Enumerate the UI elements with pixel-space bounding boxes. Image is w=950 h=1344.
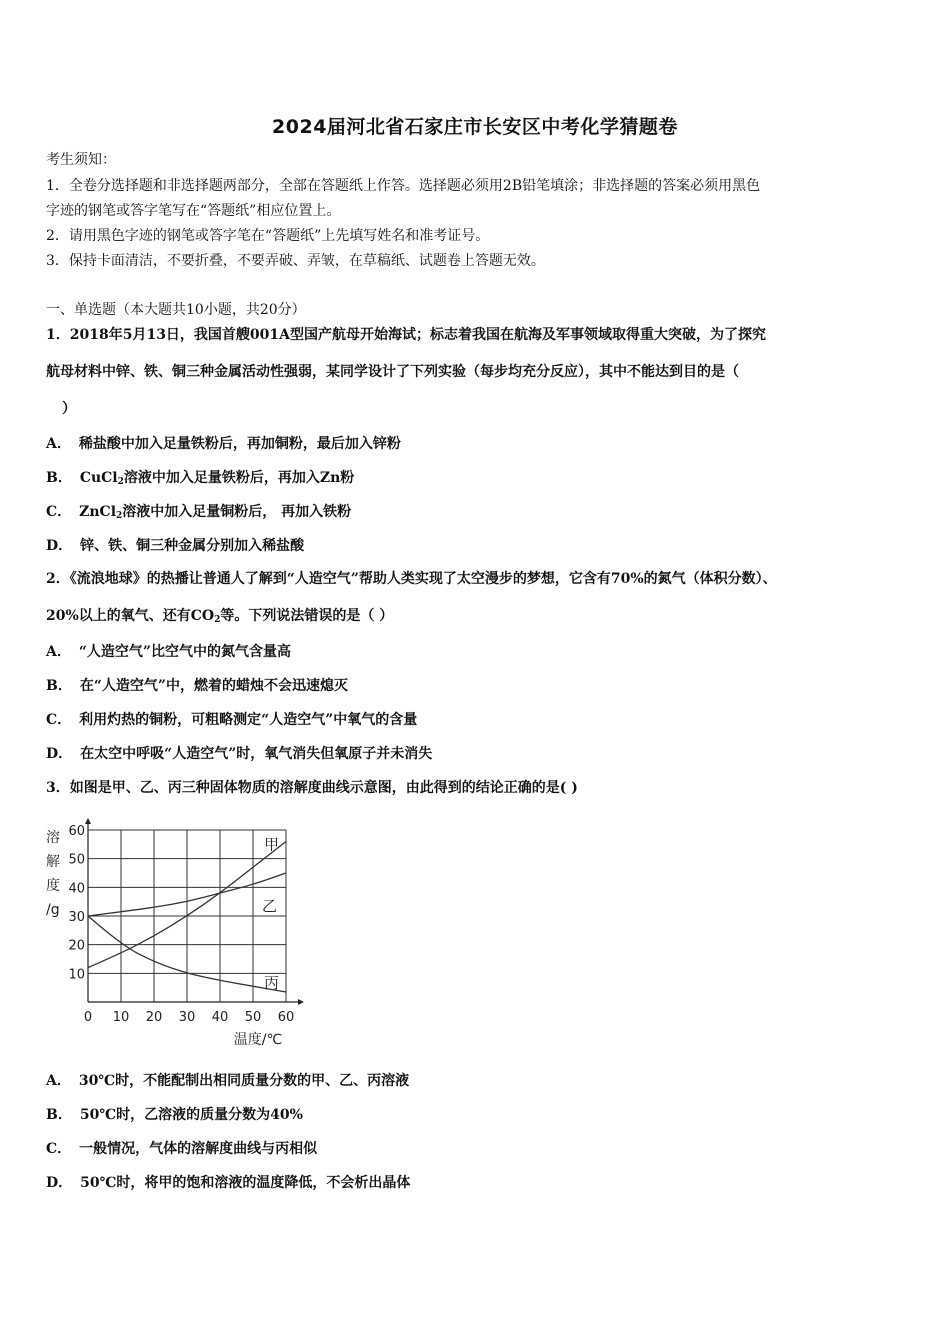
option-text: 在太空中呼吸“人造空气”时，氧气消失但氧原子并未消失: [80, 746, 433, 762]
x-tick-label: 40: [211, 1010, 229, 1025]
notice-item-3: 3．保持卡面清洁，不要折叠，不要弄破、弄皱，在草稿纸、试题卷上答题无效。: [46, 253, 545, 269]
y-axis-label: 解: [46, 854, 60, 870]
option-key: A．: [46, 436, 71, 452]
option-text: 30℃时，不能配制出相同质量分数的甲、乙、丙溶液: [78, 1073, 410, 1089]
notice-heading: 考生须知：: [46, 152, 116, 168]
subscript: 2: [117, 477, 124, 487]
option-text: 50℃时，乙溶液的质量分数为40%: [79, 1107, 303, 1123]
option-key: C．: [46, 504, 72, 520]
option-text: 溶液中加入足量铜粉后， 再加入铁粉: [122, 504, 352, 520]
q2-stem-line2: [46, 606, 393, 626]
q3-option-a: [46, 1070, 409, 1090]
y-tick-label: 30: [68, 910, 85, 925]
section-heading: 一、单选题（本大题共10小题，共20分）: [46, 302, 306, 318]
notice-item-2: 2．请用黑色字迹的钢笔或答字笔在“答题纸”上先填写姓名和准考证号。: [46, 228, 490, 244]
q1-stem-line2: 航母材料中锌、铁、铜三种金属活动性强弱，某同学设计了下列实验（每步均充分反应），其中不能达到目的是（: [46, 364, 739, 380]
x-axis-label: 温度/℃: [233, 1032, 283, 1048]
option-key: A．: [46, 644, 71, 660]
option-text: 50℃时，将甲的饱和溶液的温度降低，不会析出晶体: [80, 1175, 411, 1191]
y-axis-label: 度: [46, 878, 60, 894]
y-axis-label: /g: [46, 902, 60, 918]
y-tick-label: 20: [68, 938, 85, 954]
q2-stem-line1: 2．《流浪地球》的热播让普通人了解到“人造空气”帮助人类实现了太空漫步的梦想，它含有70%的氮气（体积分数）、: [46, 571, 777, 587]
x-tick-label: 10: [112, 1010, 130, 1025]
q3-option-c: [46, 1138, 317, 1158]
option-text: ZnCl: [79, 504, 117, 520]
x-tick-label: 60: [277, 1010, 295, 1025]
q3-option-d: [46, 1172, 410, 1192]
stem-text: 等。下列说法错误的是（ ）: [220, 608, 394, 624]
option-key: B．: [46, 1107, 72, 1123]
option-text: 稀盐酸中加入足量铁粉后，再加铜粉，最后加入锌粉: [78, 436, 401, 452]
q2-option-c: [46, 709, 417, 729]
notice-item-1a: 1．全卷分选择题和非选择题两部分，全部在答题纸上作答。选择题必须用2B铅笔填涂；非选择题的答案必须用黑色: [46, 178, 761, 194]
x-tick-label: 20: [145, 1010, 163, 1025]
y-tick-label: 50: [68, 852, 85, 868]
q3-option-b: [46, 1104, 303, 1124]
option-key: D．: [46, 1175, 73, 1191]
option-text: 锌、铁、铜三种金属分别加入稀盐酸: [80, 538, 305, 554]
q3-stem: 3．如图是甲、乙、丙三种固体物质的溶解度曲线示意图，由此得到的结论正确的是( ): [46, 780, 578, 796]
option-key: B．: [46, 470, 72, 486]
x-tick-label: 0: [83, 1010, 93, 1025]
option-key: A．: [46, 1073, 71, 1089]
y-tick-label: 40: [68, 881, 85, 897]
x-axis-arrow: [298, 999, 304, 1005]
q2-option-b: [46, 675, 348, 695]
stem-text: 20%以上的氧气、还有CO: [46, 608, 215, 624]
y-tick-label: 10: [68, 967, 85, 983]
option-text: 一般情况，气体的溶解度曲线与丙相似: [79, 1141, 318, 1157]
q1-stem-line1: 1．2018年5月13日，我国首艘001A型国产航母开始海试；标志着我国在航海及军事领域取得重大突破，为了探究: [46, 327, 767, 343]
x-tick-label: 50: [244, 1010, 262, 1025]
solubility-chart: [40, 816, 320, 1056]
series-label: 丙: [264, 973, 280, 992]
y-tick-label: 60: [68, 824, 85, 839]
q2-option-d: [46, 743, 432, 763]
option-key: C．: [46, 712, 72, 728]
option-text: 利用灼热的铜粉，可粗略测定“人造空气”中氧气的含量: [79, 712, 418, 728]
q1-option-d: [46, 535, 304, 555]
option-key: D．: [46, 746, 73, 762]
notice-item-1b: 字迹的钢笔或答字笔写在“答题纸”相应位置上。: [46, 203, 341, 219]
option-key: D．: [46, 538, 73, 554]
q2-option-a: [46, 641, 291, 661]
y-axis-arrow: [85, 818, 91, 824]
option-text: “人造空气”比空气中的氮气含量高: [78, 644, 291, 660]
subscript: 2: [116, 511, 123, 521]
option-key: B．: [46, 678, 72, 694]
y-axis-label: 溶: [46, 830, 60, 846]
option-key: C．: [46, 1141, 72, 1157]
subscript: 2: [214, 615, 221, 625]
q1-option-c: [46, 501, 351, 521]
q1-stem-line3: ）: [62, 401, 76, 417]
x-tick-label: 30: [178, 1010, 196, 1025]
option-text: 溶液中加入足量铁粉后，再加入Zn粉: [123, 470, 355, 486]
page-title: 2024届河北省石家庄市长安区中考化学猜题卷: [272, 116, 678, 138]
q1-option-b: [46, 467, 354, 487]
series-label: 甲: [264, 835, 280, 854]
option-text: 在“人造空气”中，燃着的蜡烛不会迅速熄灭: [79, 678, 348, 694]
q1-option-a: [46, 433, 401, 453]
option-text: CuCl: [79, 470, 118, 486]
series-label: 乙: [262, 897, 278, 915]
